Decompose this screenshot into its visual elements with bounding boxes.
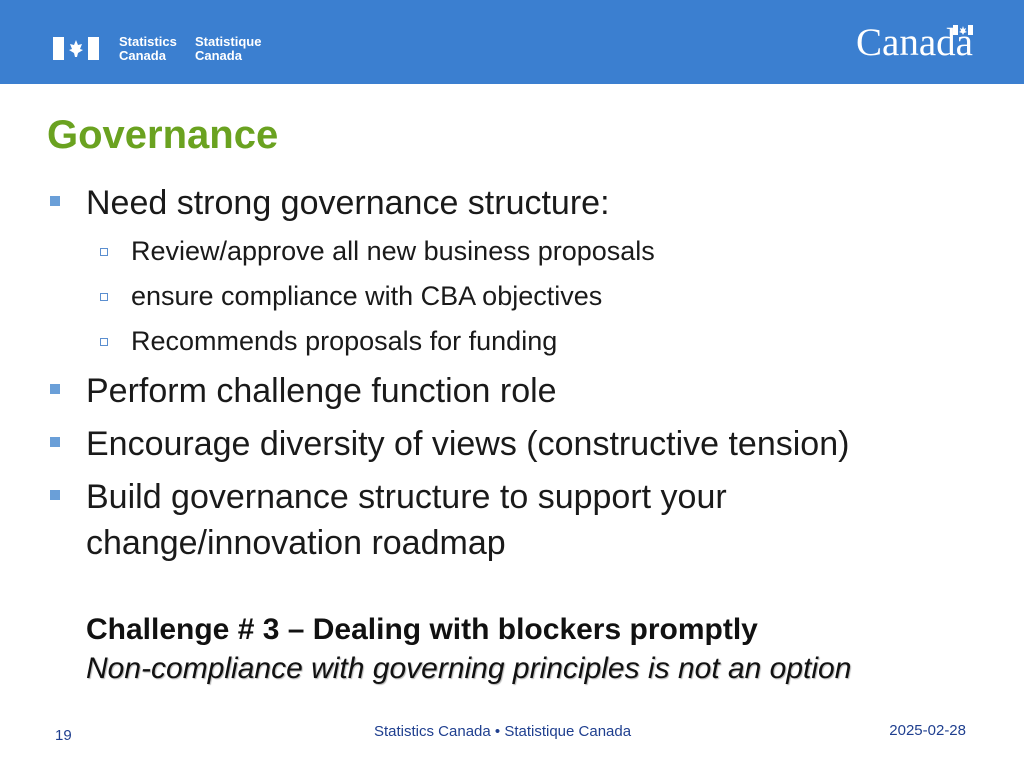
agency-fr-line1: Statistique [195,34,262,49]
canada-flag-icon [53,37,99,60]
principle-statement: Non-compliance with governing principles is not an option [86,652,852,685]
sub-bullet-marker-icon [100,338,108,346]
bullet-item-line1: Build governance structure to support your [86,478,727,516]
agency-en-line2: Canada [119,48,166,63]
agency-fr-line2: Canada [195,48,242,63]
bullet-marker-icon [50,490,60,500]
sub-bullet-marker-icon [100,248,108,256]
slide-title: Governance [47,113,279,157]
footer-date: 2025-02-28 [889,722,966,739]
sub-bullet-marker-icon [100,293,108,301]
agency-en-line1: Statistics [119,34,177,49]
sub-bullet-item: ensure compliance with CBA objectives [131,281,603,311]
sub-bullet-item: Recommends proposals for funding [131,326,558,356]
agency-name-french [195,35,261,63]
footer-agency: Statistics Canada • Statistique Canada [374,723,632,740]
bullet-item: Encourage diversity of views (constructive tension) [86,425,850,463]
bullet-marker-icon [50,196,60,206]
sub-bullet-item: Review/approve all new business proposals [131,236,655,266]
bullet-item: Need strong governance structure: [86,184,610,222]
bullet-item: Perform challenge function role [86,372,557,410]
agency-name-english [119,35,177,63]
canada-wordmark: Canada [856,21,973,64]
challenge-heading: Challenge # 3 – Dealing with blockers promptly [86,613,758,646]
header-bar [0,0,1024,84]
bullet-marker-icon [50,437,60,447]
slide-number: 19 [55,727,72,744]
bullet-item-line2: change/innovation roadmap [86,524,506,562]
bullet-marker-icon [50,384,60,394]
